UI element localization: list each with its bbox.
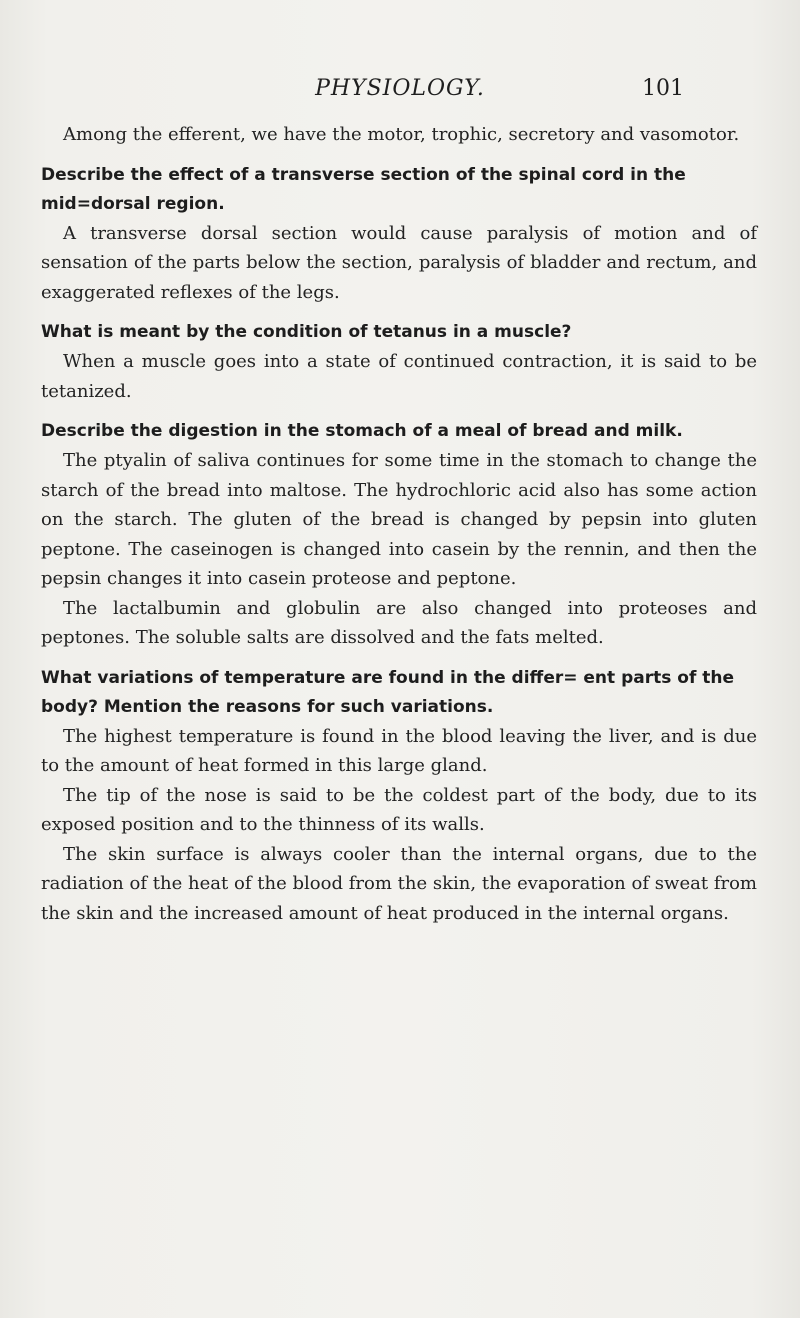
answer-temperature-skin: The skin surface is always cooler than the internal organs, due to the radiation of the heat of the blood from the skin, the evaporation of sweat from the skin and the increased amount of heat produced in the internal organs. xyxy=(41,843,757,924)
question-temperature-variations: What variations of temperature are found in the differ= ent parts of the body? Mention the reasons for such variations. xyxy=(41,667,735,717)
running-title: PHYSIOLOGY. xyxy=(315,76,485,101)
paragraph-efferent-nerves: Among the efferent, we have the motor, trophic, secretory and vasomotor. xyxy=(63,124,740,145)
question-tetanus: What is meant by the condition of tetanus in a muscle? xyxy=(41,322,572,342)
page-body xyxy=(41,120,757,928)
answer-spinal-cord-section: A transverse dorsal section would cause paralysis of motion and of sensation of the parts below the section, paralysis of bladder and rectum, and exaggerated reflexes of the legs. xyxy=(41,222,757,303)
page-number: 101 xyxy=(642,76,684,101)
question-stomach-digestion: Describe the digestion in the stomach of a meal of bread and milk. xyxy=(41,421,683,441)
answer-stomach-digestion: The ptyalin of saliva continues for some time in the stomach to change the starch of the bread into maltose. The hydrochloric acid also has some action on the starch. The gluten of the bread is changed by pepsin into gluten peptone. The caseinogen is changed into casein by the rennin, and then the pepsin changes it into casein proteose and peptone. xyxy=(41,450,757,589)
question-spinal-cord-section: Describe the effect of a transverse section of the spinal cord in the mid=dorsal region. xyxy=(41,164,686,214)
page-header xyxy=(0,76,800,112)
answer-temperature-nose: The tip of the nose is said to be the coldest part of the body, due to its exposed position and to the thinness of its walls. xyxy=(41,784,757,835)
answer-tetanus: When a muscle goes into a state of continued contraction, it is said to be tetanized. xyxy=(41,351,757,402)
answer-temperature-liver: The highest temperature is found in the blood leaving the liver, and is due to the amount of heat formed in this large gland. xyxy=(41,725,757,776)
answer-stomach-digestion-continued: The lactalbumin and globulin are also changed into proteoses and peptones. The soluble salts are dissolved and the fats melted. xyxy=(41,597,757,648)
